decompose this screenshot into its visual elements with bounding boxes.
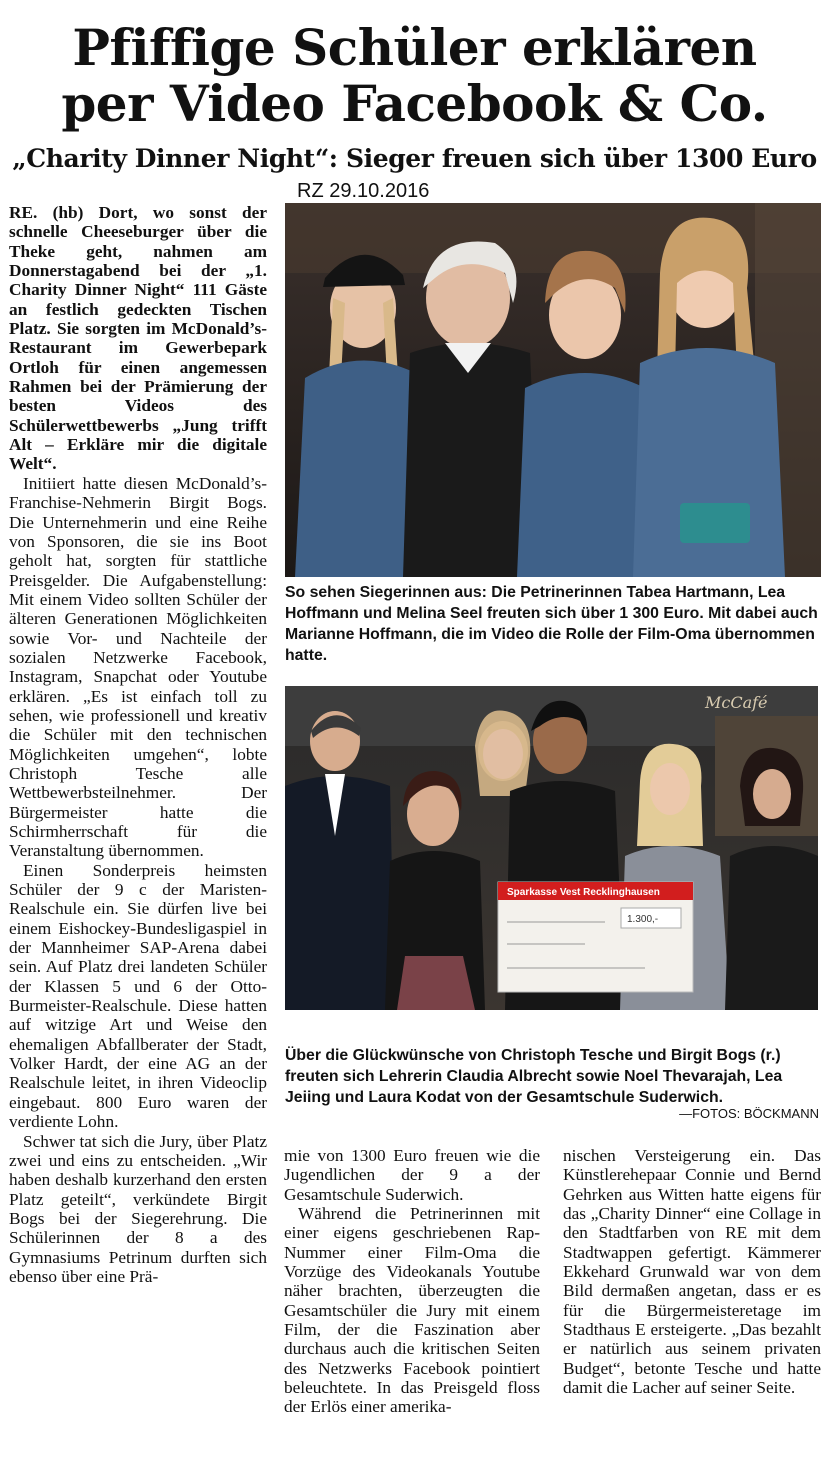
restaurant-sign: McCafé: [705, 693, 768, 712]
date-stamp: RZ 29.10.2016: [297, 180, 430, 202]
photo-check-presentation: [285, 686, 818, 1010]
photo-caption-2: Über die Glückwünsche von Christoph Tesche und Birgit Bogs (r.) freuten sich Lehrerin Claudia Albrecht sowie Noel Thevarajah, Lea Jeiing und Laura Kodat von der Gesamtschule Suderwich.: [285, 1047, 783, 1106]
check-bank-label: Sparkasse Vest Recklinghausen: [507, 887, 660, 898]
body-paragraph-5: Während die Petrinerinnen mit einer eigens geschriebenen Rap-Nummer einer Film-Oma die Vorzüge des Videokanals Youtube näher brachten, überzeugten die Gesamtschüler die Jury mit einem Film, der die Faszination aber durchaus auch die kritischen Seiten des Netzwerks Facebook pointiert beleuchtete. In das Preisgeld floss der Erlös einer amerika-: [284, 1204, 540, 1417]
subheadline: „Charity Dinner Night“: Sieger freuen sich über 1300 Euro: [12, 144, 817, 173]
photo-caption-1: So sehen Siegerinnen aus: Die Petrinerinnen Tabea Hartmann, Lea Hoffmann und Melina Seel freuten sich über 1 300 Euro. Mit dabei auch Marianne Hoffmann, die im Video die Rolle der Film-Oma übernommen hatte.: [285, 584, 818, 664]
body-paragraph-2: Einen Sonderpreis heimsten Schüler der 9 c der Maristen-Realschule ein. Sie dürfen live bei einem Eishockey-Bundesligaspiel in der Mannheimer SAP-Arena dabei sein. Auf Platz drei landeten Schüler der Klassen 5 und 6 der Otto-Burmeister-Realschule. Diese hatten auf witzige Art und Weise den ehemaligen Abfallberater der Stadt, Volker Hardt, der eine AG an der Realschule leitet, in ihren Videoclip eingebaut. 800 Euro waren der verdiente Lohn.: [9, 860, 267, 1132]
article-column-1: [9, 203, 267, 1286]
body-paragraph-4: mie von 1300 Euro freuen wie die Jugendlichen der 9 a der Gesamtschule Suderwich.: [284, 1146, 540, 1204]
headline-line-1: Pfiffige Schüler erklären: [72, 18, 757, 77]
article-column-2: [284, 1146, 540, 1417]
headline-line-2: per Video Facebook & Co.: [61, 74, 768, 133]
check-amount: 1.300,-: [627, 914, 659, 925]
lead-paragraph: RE. (hb) Dort, wo sonst der schnelle Cheeseburger über die Theke geht, nahmen am Donnerstagabend bei der „1. Charity Dinner Night“ 111 Gäste an festlich gedeckten Tischen Platz. Sie sorgten im McDonald’s-Restaurant im Gewerbepark Ortloh für einen angemessen Rahmen bei der Prämierung der besten Videos des Schülerwettbewerbs „Jung trifft Alt – Erkläre mir die digitale Welt“.: [9, 203, 267, 474]
photo-credit: —FOTOS: BÖCKMANN: [679, 1106, 819, 1121]
body-paragraph-3: Schwer tat sich die Jury, über Platz zwei und eins zu entscheiden. „Wir haben deshalb kurzerhand den ersten Platz geteilt“, verkündete Birgit Bogs bei der Siegerehrung. Die Schülerinnen der 8 a des Gymnasiums Petrinum durften sich ebenso über eine Prä-: [9, 1131, 267, 1286]
photo-winners: [285, 203, 821, 577]
headline: [0, 20, 829, 132]
article-column-3: [563, 1146, 821, 1397]
body-paragraph-6: nischen Versteigerung ein. Das Künstlerehepaar Connie und Bernd Gehrken aus Witten hatte eigens für das „Charity Dinner“ eine Collage in den Stadtfarben von RE mit dem Stadtwappen gefertigt. Kämmerer Ekkehard Grunwald war von dem Bild dermaßen angetan, dass er es für die Bürgermeisteretage im Stadthaus E ersteigerte. „Das bezahlt er natürlich aus seinem privaten Budget“, betonte Tesche und hatte damit die Lacher auf seiner Seite.: [563, 1146, 821, 1398]
body-paragraph-1: Initiiert hatte diesen McDonald’s-Franchise-Nehmerin Birgit Bogs. Die Unternehmerin und eine Reihe von Sponsoren, die sie ins Boot geholt hat, sorgten für stattliche Preisgelder. Die Aufgabenstellung: Mit einem Video sollten Schüler der älteren Generationen Möglichkeiten sowie Vor- und Nachteile der sozialen Netzwerke Facebook, Instagram, Snapchat oder Youtube erklären. „Es ist einfach toll zu sehen, wie professionell und kreativ die Schüler mit den technischen Möglichkeiten umgehen“, lobte Christoph Tesche alle Wettbewerbsteilnehmer. Der Bürgermeister hatte die Schirmherrschaft für die Veranstaltung übernommen.: [9, 473, 267, 861]
